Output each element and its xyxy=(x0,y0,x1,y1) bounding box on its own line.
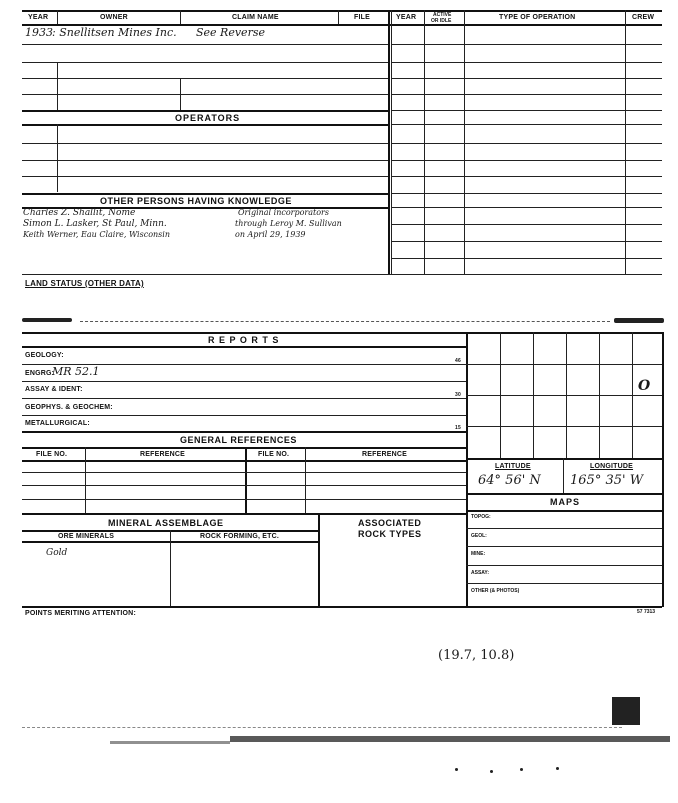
associated-rock-types-2: ROCK TYPES xyxy=(358,529,422,539)
assay-label: ASSAY & IDENT: xyxy=(25,386,83,393)
maps-geol: GEOL: xyxy=(471,533,487,539)
other-person-3: Keith Werner, Eau Claire, Wisconsin xyxy=(23,230,170,239)
land-status-label: LAND STATUS (OTHER DATA) xyxy=(25,279,144,288)
ref-col-reference-2: REFERENCE xyxy=(362,451,407,458)
ref-col-reference-1: REFERENCE xyxy=(140,451,185,458)
header-file: FILE xyxy=(354,14,370,21)
maps-assay: ASSAY: xyxy=(471,570,490,576)
ref-col-file-no-1: FILE NO. xyxy=(36,451,68,458)
header-or-idle: OR IDLE xyxy=(431,18,452,24)
metallurgical-num: 15 xyxy=(455,425,461,431)
general-references-heading: GENERAL REFERENCES xyxy=(180,435,297,445)
grid-mark: O xyxy=(638,378,651,394)
assay-num: 30 xyxy=(455,392,461,398)
operators-heading: OPERATORS xyxy=(175,113,241,123)
other-person-1: Charles Z. Shallit, Nome xyxy=(23,208,136,218)
owner-name: : Snellitsen Mines Inc. xyxy=(52,26,177,39)
owner-year: 1933 xyxy=(25,26,53,39)
mineral-assemblage-heading: MINERAL ASSEMBLAGE xyxy=(108,518,224,528)
header-claim-name: CLAIM NAME xyxy=(232,14,279,21)
longitude-label: LONGITUDE xyxy=(590,463,634,470)
header-crew: CREW xyxy=(632,14,655,21)
ore-minerals-value: Gold xyxy=(46,548,68,558)
maps-heading: MAPS xyxy=(550,497,581,507)
latitude-label: LATITUDE xyxy=(495,463,531,470)
maps-topog: TOPOG: xyxy=(471,514,491,520)
engrg-value: MR 52.1 xyxy=(52,365,100,378)
associated-rock-types-1: ASSOCIATED xyxy=(358,518,422,528)
claim-name-value: See Reverse xyxy=(196,26,265,39)
other-person-2: Simon L. Lasker, St Paul, Minn. xyxy=(23,219,167,229)
geology-num: 46 xyxy=(455,358,461,364)
header-type-of-operation: TYPE OF OPERATION xyxy=(499,14,576,21)
form-number: 57 7313 xyxy=(637,609,656,615)
header-year: YEAR xyxy=(28,14,49,21)
coordinates-note: (19.7, 10.8) xyxy=(438,648,515,663)
points-meriting-label: POINTS MERITING ATTENTION: xyxy=(25,610,136,617)
header-active: ACTIVE xyxy=(433,12,452,18)
other-persons-note-2: through Leroy M. Sullivan xyxy=(235,219,342,228)
engrg-label: ENGRG: xyxy=(25,370,55,377)
latitude-value: 64° 56' N xyxy=(478,473,541,488)
maps-other: OTHER (& PHOTOS) xyxy=(471,588,520,594)
metallurgical-label: METALLURGICAL: xyxy=(25,420,90,427)
other-persons-heading: OTHER PERSONS HAVING KNOWLEDGE xyxy=(100,196,292,206)
rock-forming-label: ROCK FORMING, ETC. xyxy=(200,533,280,540)
ore-minerals-label: ORE MINERALS xyxy=(58,533,115,540)
ref-col-file-no-2: FILE NO. xyxy=(258,451,290,458)
other-persons-note-1: Original incorporators xyxy=(238,208,329,217)
header-owner: OWNER xyxy=(100,14,128,21)
longitude-value: 165° 35' W xyxy=(570,473,644,488)
header-year-right: YEAR xyxy=(396,14,417,21)
maps-mine: MINE: xyxy=(471,551,486,557)
geophys-label: GEOPHYS. & GEOCHEM: xyxy=(25,404,113,411)
reports-heading: R E P O R T S xyxy=(208,335,280,345)
geology-label: GEOLOGY: xyxy=(25,352,64,359)
other-persons-note-3: on April 29, 1939 xyxy=(235,230,306,239)
